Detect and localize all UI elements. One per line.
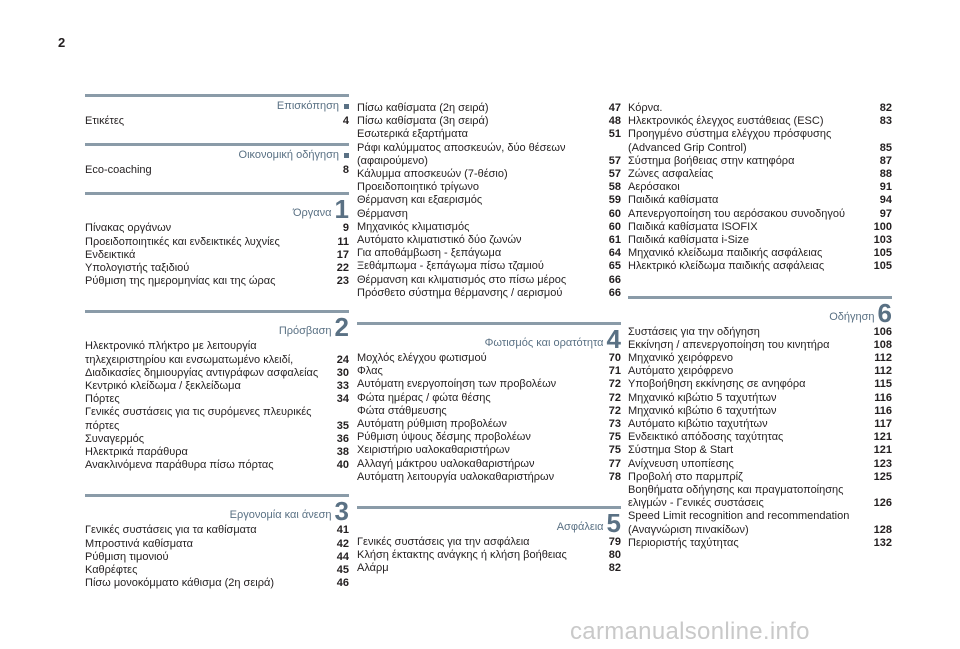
entry-page: 115 — [874, 378, 892, 391]
entry-page: 94 — [879, 194, 892, 207]
section-title: Οικονομική οδήγηση — [238, 149, 339, 162]
watermark: carmanualsonline.info — [570, 618, 810, 645]
entry-title: Θέρμανση και εξαερισμός — [357, 194, 483, 207]
toc-entry[interactable] — [85, 262, 349, 275]
entry-title: Αυτόματο χειρόφρενο — [628, 365, 734, 378]
entry-page: 44 — [336, 550, 349, 563]
entry-title: Κόρνα. — [628, 102, 663, 114]
toc-entry[interactable] — [628, 339, 892, 352]
toc-entry[interactable] — [85, 551, 349, 564]
toc-entry[interactable] — [85, 115, 349, 128]
entry-title: Ενδεικτικά — [85, 248, 136, 261]
entry-page: 46 — [336, 577, 349, 590]
entry-title: Πίσω καθίσματα (3η σειρά) — [357, 115, 489, 128]
entry-title: Πίνακας οργάνων — [85, 222, 172, 235]
section-title: Εργονομία και άνεση — [229, 509, 332, 522]
toc-entry[interactable] — [628, 102, 892, 115]
entry-page: 85 — [879, 141, 892, 154]
entry-title: Εκκίνηση / απενεργοποίηση του κινητήρα — [628, 338, 830, 351]
toc-entry[interactable] — [628, 392, 892, 405]
entry-title: Προειδοποιητικές και ενδεικτικές λυχνίες — [85, 235, 280, 248]
entry-title: Πρόσθετο σύστημα θέρμανσης / αερισμού — [357, 286, 563, 299]
entry-page: 4 — [342, 115, 349, 127]
toc-entry[interactable] — [357, 418, 621, 431]
entry-page: 106 — [873, 325, 892, 338]
toc-entry[interactable] — [357, 536, 621, 549]
entry-page: 73 — [608, 418, 621, 431]
section-eco — [85, 143, 349, 177]
entry-page: 58 — [608, 181, 621, 194]
section-title: Οδήγηση — [829, 310, 875, 323]
entry-page: 34 — [336, 393, 349, 406]
entry-title: Εσωτερικά εξαρτήματα — [357, 128, 468, 141]
toc-entry[interactable] — [628, 115, 892, 128]
entry-title: Αυτόματο κλιματιστικό δύο ζωνών — [357, 234, 522, 247]
toc-entry[interactable] — [628, 194, 892, 207]
chapter-number: 6 — [877, 297, 892, 328]
entry-page: 108 — [873, 338, 892, 351]
square-bullet-icon — [344, 104, 349, 109]
entry-title: Αυτόματη λειτουργία υαλοκαθαριστήρων — [357, 470, 555, 483]
entry-page: 75 — [608, 444, 621, 457]
toc-entry[interactable] — [85, 459, 349, 472]
entry-title: Βοηθήματα οδήγησης και πραγματοποίησης ελιγμών - Γενικές συστάσεις — [628, 484, 844, 510]
entry-page: 77 — [608, 457, 621, 470]
entry-title: Αυτόματο κιβώτιο ταχυτήτων — [628, 418, 768, 431]
entry-title: Αυτόματη ρύθμιση προβολέων — [357, 418, 507, 431]
entry-page: 105 — [873, 247, 892, 260]
toc-entry[interactable] — [357, 549, 621, 562]
entry-page: 103 — [873, 234, 892, 247]
toc-entry[interactable] — [85, 433, 349, 446]
toc-entry[interactable] — [357, 405, 621, 418]
entry-title: Αυτόματη ενεργοποίηση των προβολέων — [357, 378, 557, 391]
toc-entry[interactable] — [85, 164, 349, 177]
entry-title: Ζώνες ασφαλείας — [628, 168, 714, 181]
section-overview — [85, 94, 349, 128]
toc-entry[interactable] — [628, 444, 892, 457]
entry-title: Θέρμανση και κλιματισμός στο πίσω μέρος — [357, 273, 567, 286]
section-header — [85, 494, 349, 527]
entry-page: 72 — [608, 391, 621, 404]
entry-page: 60 — [608, 220, 621, 233]
entry-page: 88 — [879, 168, 892, 181]
toc-entry[interactable] — [85, 367, 349, 380]
entry-page: 80 — [608, 549, 621, 562]
toc-entry[interactable] — [357, 102, 621, 115]
entry-page: 117 — [874, 418, 892, 431]
entry-page: 59 — [608, 194, 621, 207]
entry-page: 45 — [336, 564, 349, 577]
entry-title: Ρύθμιση τιμονιού — [85, 550, 169, 563]
toc-entry[interactable] — [628, 510, 892, 536]
entry-title: Προειδοποιητικό τρίγωνο — [357, 181, 479, 194]
toc-entry[interactable] — [628, 431, 892, 444]
toc-entry[interactable] — [357, 221, 621, 234]
entry-page: 36 — [336, 432, 349, 445]
toc-entry[interactable] — [357, 471, 621, 484]
section-driving — [628, 296, 892, 550]
entry-page: 51 — [608, 128, 621, 141]
toc-entry[interactable] — [85, 236, 349, 249]
toc-entry[interactable] — [85, 564, 349, 577]
entry-page: 82 — [879, 102, 892, 114]
section-safety — [357, 506, 621, 576]
entry-page: 121 — [873, 431, 892, 444]
entry-title: Ανακλινόμενα παράθυρα πίσω πόρτας — [85, 459, 274, 472]
toc-entry[interactable] — [628, 208, 892, 221]
chapter-number: 5 — [606, 508, 621, 539]
entry-page: 132 — [873, 536, 892, 549]
entry-page: 126 — [873, 497, 892, 510]
entry-page: 105 — [873, 260, 892, 273]
entry-page: 23 — [336, 275, 349, 288]
entry-title: Προβολή στο παρμπρίζ — [628, 470, 743, 483]
entry-title: Ηλεκτρονικό πλήκτρο με λειτουργία τηλεχειριστηρίου και ενσωματωμένο κλειδί, — [85, 340, 294, 366]
section-title: Πρόσβαση — [278, 325, 332, 338]
section-title: Όργανα — [293, 207, 332, 220]
section-header — [357, 322, 621, 355]
entry-title: Αερόσακοι — [628, 181, 680, 194]
entry-title: Για αποθάμβωση - ξεπάγωμα — [357, 247, 502, 260]
entry-title: Μηχανικό κιβώτιο 6 ταχυτήτων — [628, 404, 777, 417]
toc-entry[interactable] — [628, 326, 892, 339]
entry-page: 42 — [336, 537, 349, 550]
toc-entry[interactable] — [628, 352, 892, 365]
entry-page: 87 — [879, 154, 892, 167]
entry-title: Σύστημα Stop & Start — [628, 444, 734, 457]
entry-page: 57 — [608, 168, 621, 181]
entry-page: 22 — [336, 262, 349, 275]
section-access — [85, 310, 349, 472]
toc-entry[interactable] — [85, 393, 349, 406]
section-header — [628, 296, 892, 328]
section-safety-continued — [628, 102, 892, 274]
section-header — [85, 310, 349, 343]
section-header — [357, 506, 621, 539]
entry-title: Θέρμανση — [357, 207, 408, 220]
toc-entry[interactable] — [628, 247, 892, 260]
toc-entry[interactable] — [628, 365, 892, 378]
entry-page: 40 — [336, 459, 349, 472]
entry-page: 47 — [608, 102, 621, 114]
entry-page: 128 — [873, 523, 892, 536]
entry-title: Περιοριστής ταχύτητας — [628, 536, 739, 549]
toc-entry[interactable] — [357, 365, 621, 378]
entry-title: Καθρέφτες — [85, 564, 138, 577]
entry-title: Μηχανικό κιβώτιο 5 ταχυτήτων — [628, 391, 777, 404]
entry-page: 33 — [336, 380, 349, 393]
toc-entry[interactable] — [628, 537, 892, 550]
entry-title: Φλας — [357, 365, 383, 378]
entry-page: 48 — [608, 115, 621, 128]
toc-column-3 — [628, 94, 892, 550]
entry-page: 65 — [608, 260, 621, 273]
entry-page: 60 — [608, 207, 621, 220]
entry-title: Συναγερμός — [85, 432, 145, 445]
entry-title: Μηχανικός κλιματισμός — [357, 220, 470, 233]
toc-entry[interactable] — [357, 115, 621, 128]
section-ergonomics-continued — [357, 102, 621, 300]
entry-page: 100 — [873, 220, 892, 233]
chapter-number: 2 — [334, 312, 349, 343]
entry-page: 78 — [608, 470, 621, 483]
entry-page: 112 — [874, 365, 892, 378]
toc-entry[interactable] — [85, 340, 349, 366]
entry-title: Γενικές συστάσεις για τα καθίσματα — [85, 524, 257, 537]
entry-title: Παιδικά καθίσματα ISOFIX — [628, 220, 758, 233]
entry-page: 35 — [336, 419, 349, 432]
toc-entry[interactable] — [628, 378, 892, 391]
entry-page: 79 — [608, 536, 621, 549]
toc-entry[interactable] — [628, 234, 892, 247]
toc-entry[interactable] — [85, 249, 349, 262]
entry-page: 24 — [336, 353, 349, 366]
entry-title: Ρύθμιση ύψους δέσμης προβολέων — [357, 431, 531, 444]
section-instruments — [85, 192, 349, 288]
toc-entry[interactable] — [628, 405, 892, 418]
chapter-number: 3 — [334, 496, 349, 527]
entry-page: 9 — [342, 222, 349, 235]
toc-entry[interactable] — [628, 181, 892, 194]
section-title: Φωτισμός και ορατότητα — [484, 337, 604, 350]
toc-entry[interactable] — [357, 562, 621, 575]
entry-title: Παιδικά καθίσματα — [628, 194, 719, 207]
entry-title: Μηχανικό χειρόφρενο — [628, 352, 734, 365]
entry-title: Πίσω καθίσματα (2η σειρά) — [357, 102, 489, 114]
entry-title: Μηχανικό κλείδωμα παιδικής ασφάλειας — [628, 247, 823, 260]
entry-title: Κεντρικό κλείδωμα / ξεκλείδωμα — [85, 380, 241, 393]
entry-title: Ηλεκτρικό κλείδωμα παιδικής ασφάλειας — [628, 260, 825, 273]
toc-entry[interactable] — [357, 458, 621, 471]
entry-title: Σύστημα βοήθειας στην κατηφόρα — [628, 154, 795, 167]
entry-page: 83 — [879, 115, 892, 128]
toc-entry[interactable] — [85, 538, 349, 551]
toc-entry[interactable] — [628, 458, 892, 471]
toc-entry[interactable] — [628, 221, 892, 234]
entry-title: Αλλαγή μάκτρου υαλοκαθαριστήρων — [357, 457, 535, 470]
entry-title: Ηλεκτρικά παράθυρα — [85, 446, 188, 459]
entry-title: Υποβοήθηση εκκίνησης σε ανηφόρα — [628, 378, 806, 391]
entry-page: 116 — [874, 391, 892, 404]
entry-page: 38 — [336, 446, 349, 459]
entry-title: Παιδικά καθίσματα i-Size — [628, 234, 749, 247]
entry-title: Κλήση έκτακτης ανάγκης ή κλήση βοήθειας — [357, 549, 567, 562]
entry-title: Αλάρμ — [357, 562, 389, 575]
entry-page: 112 — [874, 352, 892, 365]
toc-entry[interactable] — [85, 446, 349, 459]
entry-page: 8 — [342, 164, 349, 177]
section-header — [85, 143, 349, 162]
toc-entry[interactable] — [628, 128, 892, 154]
toc-entry[interactable] — [628, 168, 892, 181]
entry-page: 17 — [336, 248, 349, 261]
toc-entry[interactable] — [357, 378, 621, 391]
entry-title: Φώτα ημέρας / φώτα θέσης — [357, 391, 491, 404]
section-title: Επισκόπηση — [276, 100, 339, 112]
entry-page: 66 — [608, 273, 621, 286]
section-lighting — [357, 322, 621, 484]
toc-entry[interactable] — [357, 274, 621, 287]
chapter-number: 4 — [606, 324, 621, 355]
entry-title: Ηλεκτρονικός έλεγχος ευστάθειας (ESC) — [628, 115, 824, 128]
entry-page: 70 — [608, 352, 621, 365]
entry-page: 97 — [879, 207, 892, 220]
toc-entry[interactable] — [628, 484, 892, 510]
toc-entry[interactable] — [628, 155, 892, 168]
entry-page: 116 — [874, 404, 892, 417]
entry-title: Φώτα στάθμευσης — [357, 404, 447, 417]
entry-title: Speed Limit recognition and recommendation (Αναγνώριση πινακίδων) — [628, 510, 850, 536]
entry-title: Ρύθμιση της ημερομηνίας και της ώρας — [85, 275, 276, 288]
toc-entry[interactable] — [85, 222, 349, 235]
entry-title: Μοχλός ελέγχου φωτισμού — [357, 352, 487, 365]
page-number: 2 — [58, 35, 66, 50]
chapter-number: 1 — [334, 194, 349, 225]
toc-entry[interactable] — [357, 181, 621, 194]
entry-title: Γενικές συστάσεις για την ασφάλεια — [357, 536, 530, 549]
square-bullet-icon — [344, 153, 349, 158]
entry-title: Χειριστήριο υαλοκαθαριστήρων — [357, 444, 510, 457]
entry-page: 91 — [879, 181, 892, 194]
toc-entry[interactable] — [357, 194, 621, 207]
entry-page: 11 — [337, 235, 349, 248]
toc-entry[interactable] — [85, 524, 349, 537]
entry-page: 57 — [608, 154, 621, 167]
toc-entry[interactable] — [357, 352, 621, 365]
toc-entry[interactable] — [85, 577, 349, 590]
toc-entry[interactable] — [357, 234, 621, 247]
toc-entry[interactable] — [357, 208, 621, 221]
entry-page: 125 — [873, 470, 892, 483]
entry-title: Κάλυμμα αποσκευών (7-θέσιο) — [357, 168, 508, 181]
toc-entry[interactable] — [357, 431, 621, 444]
entry-page: 72 — [608, 404, 621, 417]
entry-title: Ετικέτες — [85, 115, 125, 127]
entry-title: Συστάσεις για την οδήγηση — [628, 325, 760, 338]
entry-page: 82 — [608, 562, 621, 575]
entry-title: Απενεργοποίηση του αερόσακου συνοδηγού — [628, 207, 846, 220]
entry-page: 64 — [608, 247, 621, 260]
toc-entry[interactable] — [85, 275, 349, 288]
toc-entry[interactable] — [357, 444, 621, 457]
entry-title: Πόρτες — [85, 393, 120, 406]
section-title: Ασφάλεια — [556, 521, 604, 534]
entry-title: Ενδεικτικό απόδοσης ταχύτητας — [628, 431, 784, 444]
toc-entry[interactable] — [357, 168, 621, 181]
toc-column-2 — [357, 94, 621, 576]
entry-page: 61 — [608, 234, 621, 247]
toc-entry[interactable] — [628, 471, 892, 484]
entry-title: Ράφι καλύμματος αποσκευών, δύο θέσεων (αφαιρούμενο) — [357, 141, 566, 167]
entry-page: 123 — [873, 457, 892, 470]
entry-page: 30 — [336, 366, 349, 379]
section-header — [85, 192, 349, 225]
toc-column-1 — [85, 94, 349, 590]
entry-title: Γενικές συστάσεις για τις συρόμενες πλευρικές πόρτες — [85, 406, 312, 432]
section-ergonomics — [85, 494, 349, 590]
toc-entry[interactable] — [85, 380, 349, 393]
toc-entry[interactable] — [357, 392, 621, 405]
toc-entry[interactable] — [357, 260, 621, 273]
entry-title: Προηγμένο σύστημα ελέγχου πρόσφυσης (Advanced Grip Control) — [628, 128, 832, 154]
entry-title: Ανίχνευση υποπίεσης — [628, 457, 734, 470]
section-header — [85, 94, 349, 113]
toc-entry[interactable] — [357, 128, 621, 141]
entry-page: 72 — [608, 378, 621, 391]
entry-page: 66 — [608, 286, 621, 299]
entry-page: 75 — [608, 431, 621, 444]
toc-entry[interactable] — [357, 247, 621, 260]
entry-title: Eco-coaching — [85, 164, 152, 177]
entry-page: 121 — [873, 444, 892, 457]
toc-entry[interactable] — [85, 406, 349, 432]
entry-title: Ξεθάμπωμα - ξεπάγωμα πίσω τζαμιού — [357, 260, 544, 273]
entry-title: Υπολογιστής ταξιδιού — [85, 262, 190, 275]
toc-entry[interactable] — [628, 418, 892, 431]
toc-entry[interactable] — [357, 287, 621, 300]
toc-entry[interactable] — [628, 260, 892, 273]
toc-entry[interactable] — [357, 142, 621, 168]
entry-title: Διαδικασίες δημιουργίας αντιγράφων ασφαλείας — [85, 366, 319, 379]
entry-page: 41 — [336, 524, 349, 537]
entry-page: 71 — [608, 365, 621, 378]
entry-title: Μπροστινά καθίσματα — [85, 537, 193, 550]
entry-title: Πίσω μονοκόμματο κάθισμα (2η σειρά) — [85, 577, 274, 590]
